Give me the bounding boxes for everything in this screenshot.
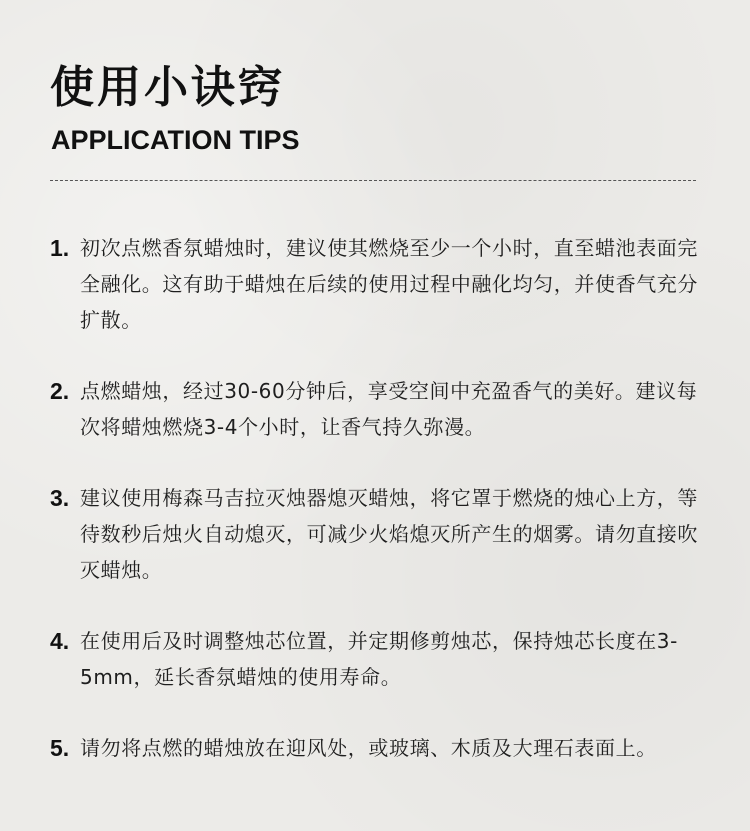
tip-text: 在使用后及时调整烛芯位置，并定期修剪烛芯，保持烛芯长度在3-5mm，延长香氛蜡烛的使用寿命。	[80, 629, 678, 689]
tip-text: 建议使用梅森马吉拉灭烛器熄灭蜡烛，将它罩于燃烧的烛心上方，等待数秒后烛火自动熄灭，可减少火焰熄灭所产生的烟雾。请勿直接吹灭蜡烛。	[80, 486, 698, 582]
tip-item	[50, 230, 710, 338]
tip-item	[50, 623, 710, 695]
tip-item	[50, 730, 710, 766]
tip-item	[50, 480, 710, 588]
tip-item	[50, 373, 710, 445]
tip-text: 点燃蜡烛，经过30-60分钟后，享受空间中充盈香气的美好。建议每次将蜡烛燃烧3-4个小时，让香气持久弥漫。	[80, 379, 698, 439]
tip-number: 2.	[50, 378, 70, 404]
tips-list	[50, 230, 710, 766]
page-title: 使用小诀窍	[50, 62, 285, 113]
tip-number: 3.	[50, 485, 70, 511]
tip-number: 4.	[50, 628, 70, 654]
dashed-divider	[50, 180, 696, 181]
page-subtitle: APPLICATION TIPS	[51, 125, 300, 155]
tip-text: 初次点燃香氛蜡烛时，建议使其燃烧至少一个小时，直至蜡池表面完全融化。这有助于蜡烛在后续的使用过程中融化均匀，并使香气充分扩散。	[80, 236, 698, 332]
tip-number: 5.	[50, 735, 70, 761]
tip-number: 1.	[50, 235, 70, 261]
tip-text: 请勿将点燃的蜡烛放在迎风处，或玻璃、木质及大理石表面上。	[80, 736, 657, 760]
